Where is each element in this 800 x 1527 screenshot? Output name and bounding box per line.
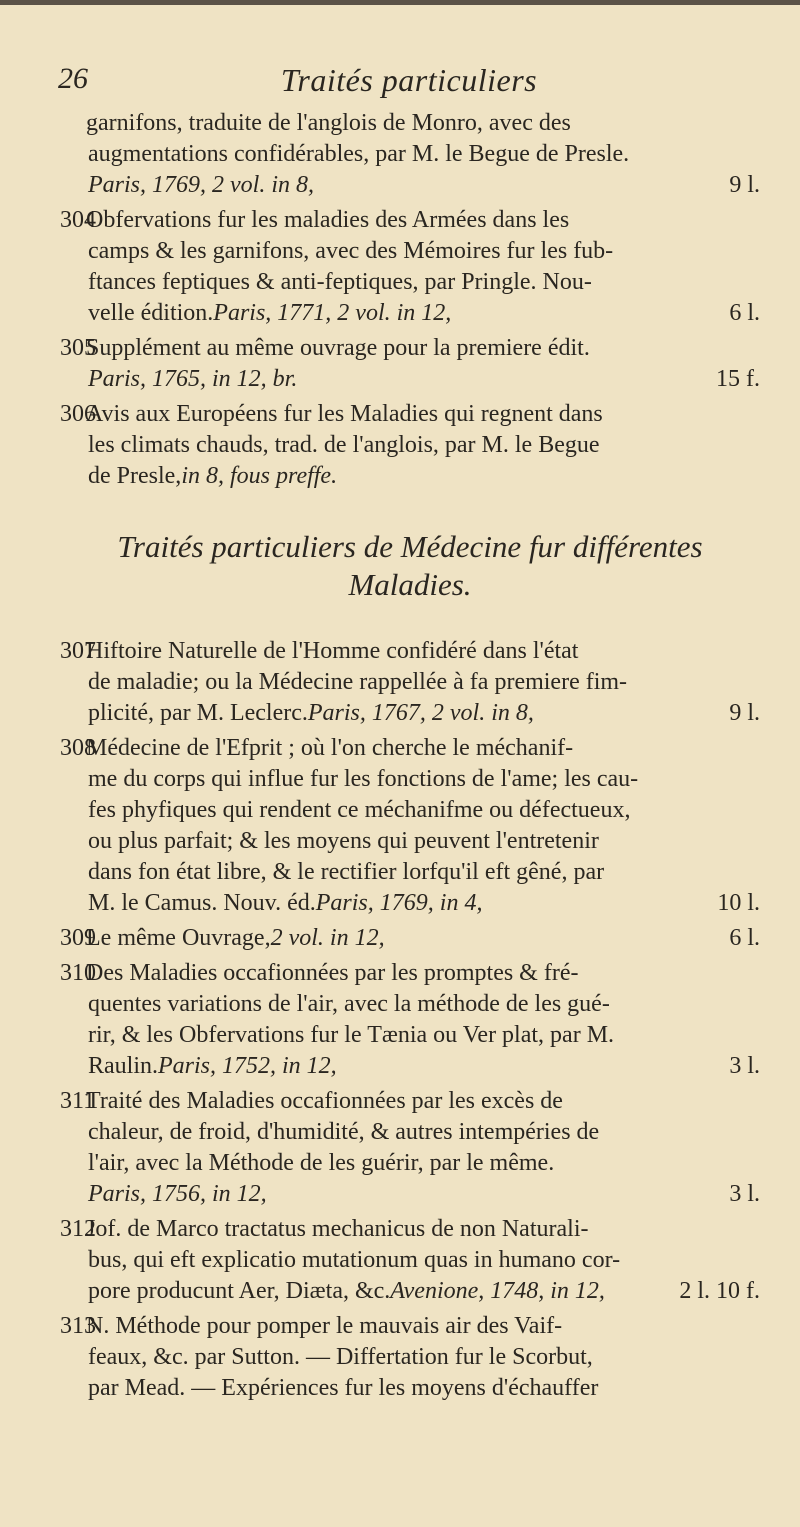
entry-last-line [60, 1276, 760, 1307]
catalogue-entry [60, 333, 760, 395]
entry-line [60, 636, 760, 667]
entry-text: rir, & les Obfervations fur le Tænia ou Ver plat, par M. [88, 1022, 615, 1048]
entry-text: quentes variations de l'air, avec la méthode de les gué- [88, 991, 610, 1017]
entry-last-line [60, 461, 760, 492]
entry-text: Supplément au même ouvrage pour la premiere édit. [86, 335, 590, 361]
entry-text: Des Maladies occafionnées par les promptes & fré- [86, 960, 579, 986]
entry-indent [60, 108, 86, 139]
entry-line [60, 205, 760, 236]
section-heading [60, 528, 760, 604]
entry-text: Médecine de l'Efprit ; où l'on cherche le méchanif- [86, 735, 574, 761]
entry-last-line [60, 364, 760, 395]
entry-imprint: Paris, 1769, 2 vol. in 8, [88, 172, 314, 198]
catalogue-entry [60, 108, 760, 201]
entry-last-line [60, 170, 760, 201]
entry-line [60, 733, 760, 764]
entry-line [60, 1311, 760, 1342]
section-heading-line1: Traités particuliers de Médecine fur différentes [117, 529, 703, 564]
catalogue-entry [60, 958, 760, 1082]
entry-last-line [60, 1051, 760, 1082]
entry-imprint: Paris, 1769, in 4, [315, 890, 483, 916]
entry-line [60, 108, 760, 139]
entry-imprint: Paris, 1767, 2 vol. in 8, [307, 700, 534, 726]
catalogue-entry [60, 733, 760, 919]
entry-text: augmentations confidérables, par M. le Begue de Presle. [88, 141, 630, 167]
entry-price: 2 l. 10 f. [679, 1278, 760, 1304]
page-header [58, 62, 760, 102]
entry-text: Traité des Maladies occafionnées par les excès de [86, 1088, 563, 1114]
entry-price: 9 l. [729, 700, 760, 726]
entry-price: 15 f. [716, 366, 760, 392]
entry-text: camps & les garnifons, avec des Mémoires fur les fub- [88, 238, 614, 264]
entry-text: ou plus parfait; & les moyens qui peuvent l'entretenir [88, 828, 599, 854]
entry-text: Obfervations fur les maladies des Armées dans les [86, 207, 570, 233]
entry-text: fes phyfiques qui rendent ce méchanifme ou défectueux, [88, 797, 631, 823]
catalogue-entry [60, 923, 760, 954]
entry-last-line [60, 1179, 760, 1210]
page-number: 26 [58, 62, 88, 95]
entry-number: 308 [60, 735, 96, 761]
entry-imprint: Avenione, 1748, in 12, [390, 1278, 605, 1304]
entry-price: 6 l. [729, 300, 760, 326]
entry-text: me du corps qui influe fur les fonctions de l'ame; les cau- [88, 766, 639, 792]
entry-text: pore producunt Aer, Diæta, &c. [88, 1278, 391, 1304]
entry-text: bus, qui eft explicatio mutationum quas in humano cor- [88, 1247, 621, 1273]
entry-imprint: in 8, fous preffe. [181, 463, 338, 489]
entries-before-section [60, 108, 760, 492]
entry-imprint: Paris, 1752, in 12, [158, 1053, 337, 1079]
entry-text: ftances feptiques & anti-feptiques, par Pringle. Nou- [88, 269, 592, 295]
entry-price: 3 l. [729, 1181, 760, 1207]
catalogue-entry [60, 1311, 760, 1404]
entry-text: dans fon état libre, & le rectifier lorfqu'il eft gêné, par [88, 859, 605, 885]
entry-number: 310 [60, 960, 96, 986]
entry-imprint: Paris, 1771, 2 vol. in 12, [213, 300, 452, 326]
catalogue-entry [60, 1214, 760, 1307]
entry-number: 311 [60, 1088, 96, 1114]
section-heading-line2: Maladies. [348, 567, 472, 602]
entry-price: 9 l. [729, 172, 760, 198]
entry-price: 3 l. [729, 1053, 760, 1079]
entry-text: Hiftoire Naturelle de l'Homme confidéré dans l'état [86, 638, 579, 664]
entry-last-line [60, 698, 760, 729]
entry-text: plicité, par M. Leclerc. [88, 700, 308, 726]
entry-last-line [60, 298, 760, 329]
entry-line [60, 1086, 760, 1117]
entry-number: 304 [60, 207, 96, 233]
entry-imprint: Paris, 1765, in 12, br. [88, 366, 298, 392]
entry-text: Avis aux Européens fur les Maladies qui regnent dans [86, 401, 603, 427]
entry-line [60, 333, 760, 364]
entry-number: 309 [60, 925, 96, 951]
entry-last-line [60, 888, 760, 919]
entries-after-section [60, 636, 760, 1404]
entry-number: 312 [60, 1216, 96, 1242]
catalogue-entry [60, 205, 760, 329]
running-title: Traités particuliers [280, 62, 538, 98]
entry-text: N. Méthode pour pomper le mauvais air des Vaif- [86, 1313, 563, 1339]
entry-imprint: Paris, 1756, in 12, [88, 1181, 267, 1207]
catalogue-entry [60, 399, 760, 492]
entry-text: Raulin. [88, 1053, 158, 1079]
entry-price: 10 l. [717, 890, 760, 916]
entry-number: 313 [60, 1313, 96, 1339]
entry-text: chaleur, de froid, d'humidité, & autres intempéries de [88, 1119, 600, 1145]
entry-text: Jof. de Marco tractatus mechanicus de non Naturali- [86, 1216, 589, 1242]
entry-text: Le même Ouvrage, [86, 925, 271, 951]
entry-price: 6 l. [729, 925, 760, 951]
entry-line [60, 1214, 760, 1245]
entry-text: garnifons, traduite de l'anglois de Monro, avec des [86, 110, 571, 136]
entry-text: de maladie; ou la Médecine rappellée à fa premiere fim- [88, 669, 628, 695]
entry-text: M. le Camus. Nouv. éd. [88, 890, 316, 916]
entry-text: par Mead. — Expériences fur les moyens d'échauffer [88, 1375, 599, 1401]
entry-number: 305 [60, 335, 96, 361]
entry-text: de Presle, [88, 463, 182, 489]
catalogue-entry [60, 636, 760, 729]
entry-number: 307 [60, 638, 96, 664]
entry-text: velle édition. [88, 300, 214, 326]
top-rule [0, 0, 800, 5]
entry-line [60, 399, 760, 430]
entry-number: 306 [60, 401, 96, 427]
entry-text: les climats chauds, trad. de l'anglois, par M. le Begue [88, 432, 600, 458]
entry-text: l'air, avec la Méthode de les guérir, par le même. [88, 1150, 555, 1176]
entry-text: feaux, &c. par Sutton. — Differtation fur le Scorbut, [88, 1344, 593, 1370]
catalogue-entry [60, 1086, 760, 1210]
entry-line [60, 958, 760, 989]
entry-imprint: 2 vol. in 12, [270, 925, 385, 951]
catalogue-content [60, 108, 760, 1408]
entry-last-line [60, 923, 760, 954]
